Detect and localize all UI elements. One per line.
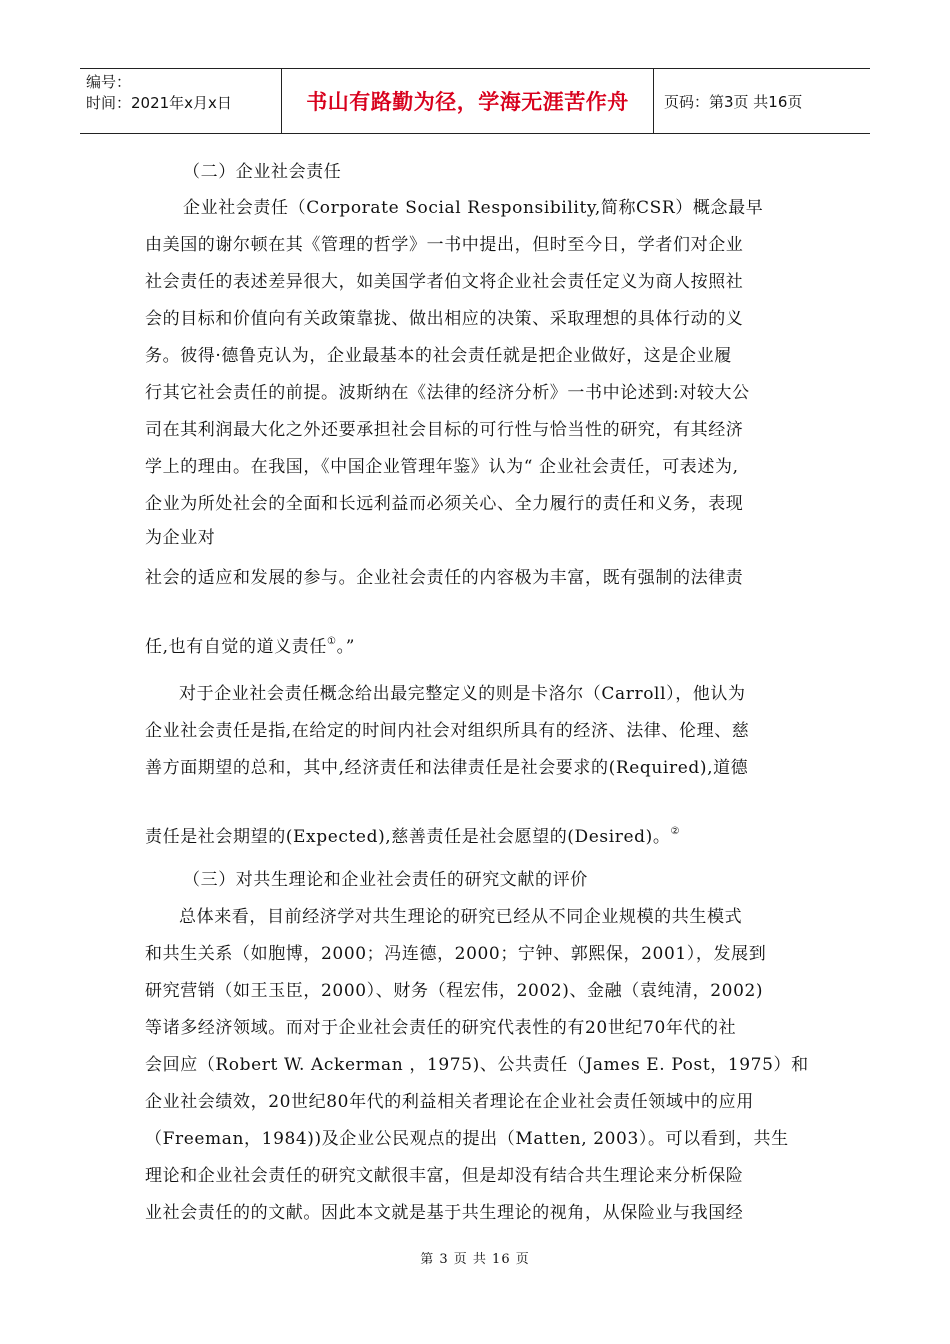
header-page-code	[654, 69, 870, 133]
paragraph-line: 企业社会责任是指,在给定的时间内社会对组织所具有的经济、法律、伦理、慈	[145, 721, 750, 741]
document-date: 时间：2021年x月x日	[86, 94, 232, 112]
paragraph-line: 为企业对	[145, 528, 216, 548]
page-footer: 第 3 页 共 16 页	[420, 1252, 530, 1267]
paragraph-end: 。”	[336, 637, 355, 657]
section-heading-3: （三）对共生理论和企业社会责任的研究文献的评价	[183, 870, 588, 890]
paragraph-line: 等诸多经济领域。而对于企业社会责任的研究代表性的有20世纪70年代的社	[145, 1018, 737, 1038]
paragraph-line: 行其它社会责任的前提。波斯纳在《法律的经济分析》一书中论述到:对较大公	[145, 383, 750, 403]
paragraph-text: 责任是社会期望的(Expected),慈善责任是社会愿望的(Desired)。	[145, 827, 671, 847]
motto: 书山有路勤为径，学海无涯苦作舟	[306, 90, 629, 114]
section-heading-2: （二）企业社会责任	[183, 162, 342, 182]
paragraph-line: 善方面期望的总和，其中,经济责任和法律责任是社会要求的(Required),道德	[145, 758, 749, 778]
paragraph-line: 总体来看，目前经济学对共生理论的研究已经从不同企业规模的共生模式	[179, 907, 743, 927]
paragraph-line: 理论和企业社会责任的研究文献很丰富，但是却没有结合共生理论来分析保险	[145, 1166, 744, 1186]
paragraph-line: 会回应（Robert W. Ackerman ，1975)、公共责任（James E. Post，1975）和	[145, 1055, 809, 1075]
paragraph-line: 企业社会责任（Corporate Social Responsibility,简称CSR）概念最早	[183, 198, 764, 218]
footnote-marker[interactable]: ①	[327, 636, 337, 647]
page-code: 页码：第3页 共16页	[664, 92, 803, 111]
paragraph-line: 和共生关系（如胞博，2000；冯连德，2000；宁钟、郭熙保，2001），发展到	[145, 944, 767, 964]
paragraph-line: 企业为所处社会的全面和长远利益而必须关心、全力履行的责任和义务，表现	[145, 494, 744, 514]
paragraph-line: 业社会责任的的文献。因此本文就是基于共生理论的视角，从保险业与我国经	[145, 1203, 744, 1223]
paragraph-line: 会的目标和价值向有关政策靠拢、做出相应的决策、采取理想的具体行动的义	[145, 309, 744, 329]
paragraph-line: 学上的理由。在我国，《中国企业管理年鉴》认为“ 企业社会责任，可表述为,	[145, 457, 739, 477]
paragraph-line: （Freeman，1984))及企业公民观点的提出（Matten, 2003）。可以看到，共生	[145, 1129, 789, 1149]
paragraph-line: 司在其利润最大化之外还要承担社会目标的可行性与恰当性的研究，有其经济	[145, 420, 744, 440]
document-number-label: 编号：	[86, 73, 132, 91]
paragraph-line: 企业社会绩效，20世纪80年代的利益相关者理论在企业社会责任领域中的应用	[145, 1092, 754, 1112]
footnote-marker[interactable]: ②	[670, 826, 681, 837]
paragraph-line: 对于企业社会责任概念给出最完整定义的则是卡洛尔（Carroll），他认为	[179, 684, 746, 704]
paragraph-text: 任,也有自觉的道义责任	[145, 637, 328, 657]
paragraph-line: 社会的适应和发展的参与。企业社会责任的内容极为丰富，既有强制的法律责	[145, 568, 744, 588]
paragraph-line-with-note	[145, 820, 680, 849]
paragraph-line-with-note	[145, 630, 355, 659]
header-meta	[80, 69, 281, 133]
page-header	[80, 68, 870, 134]
paragraph-line: 社会责任的表述差异很大，如美国学者伯文将企业社会责任定义为商人按照社	[145, 272, 744, 292]
paragraph-line: 由美国的谢尔顿在其《管理的哲学》一书中提出，但时至今日，学者们对企业	[145, 235, 744, 255]
paragraph-line: 务。彼得·德鲁克认为，企业最基本的社会责任就是把企业做好，这是企业履	[145, 346, 732, 366]
paragraph-line: 研究营销（如王玉臣，2000）、财务（程宏伟，2002)、金融（袁纯清，2002)	[145, 981, 764, 1001]
header-motto-cell	[281, 69, 654, 133]
